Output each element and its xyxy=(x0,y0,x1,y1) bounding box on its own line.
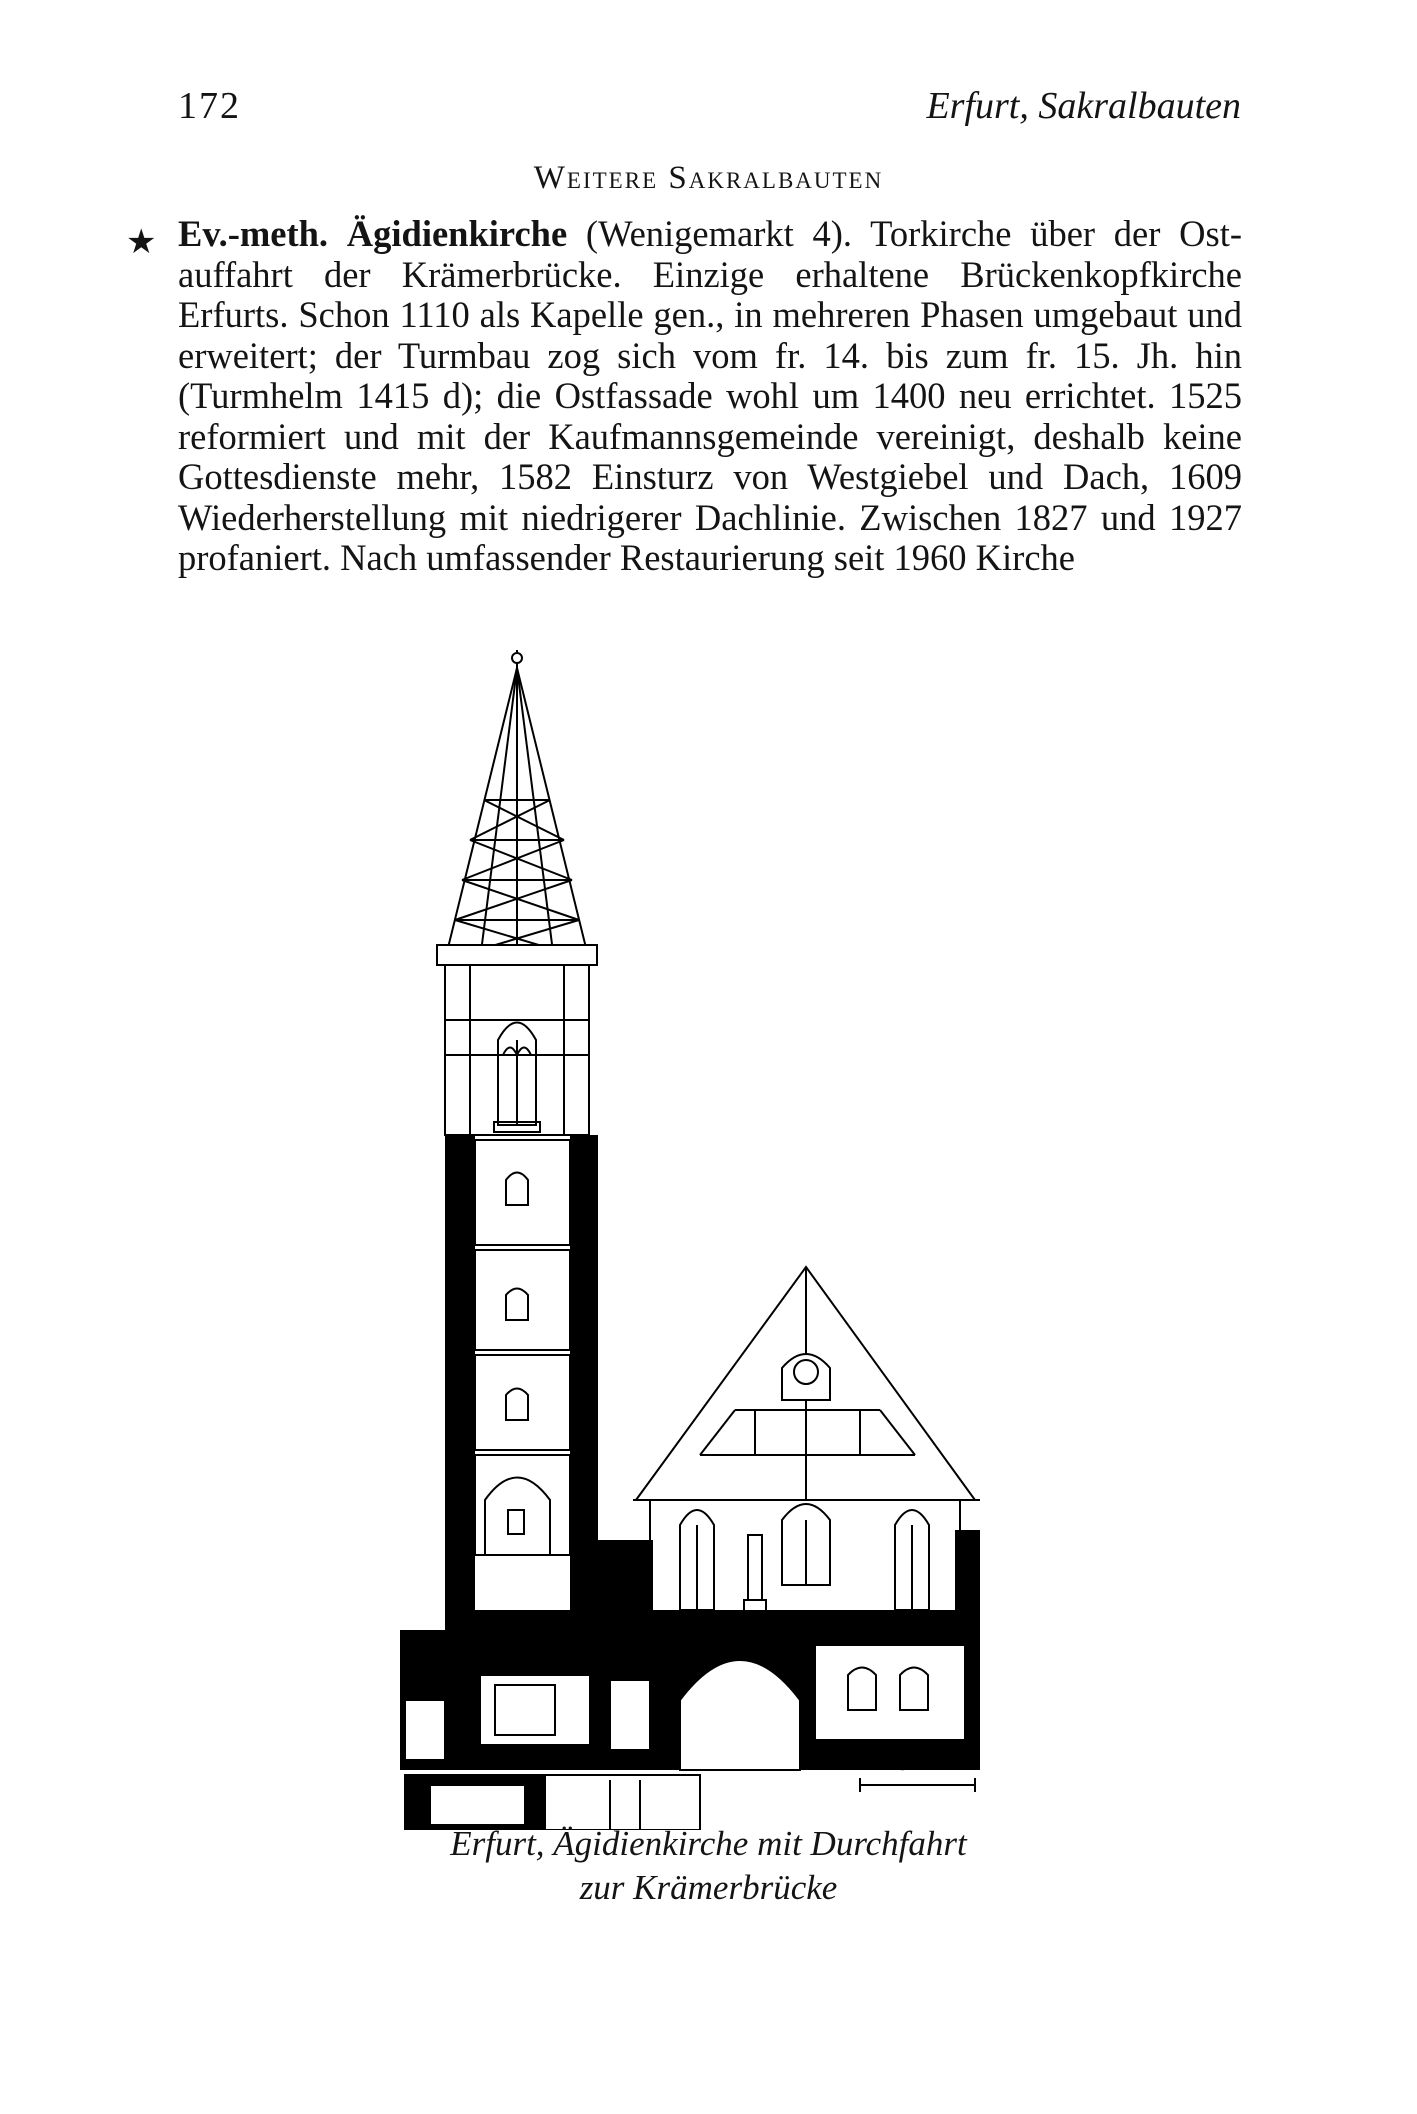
tower-shaft xyxy=(475,1140,570,1555)
entry-text: (Wenigemarkt 4). Torkirche über der Ostauffahrt der Krämerbrücke. Einzige erhaltene Brückenkopfkirche Erfurts. Schon 1110 als Kapelle gen., in mehreren Phasen umgebaut und erweitert; der Turmbau zog sich vom fr. 14. bis zum fr. 15. Jh. hin (Turmhelm 1415 d); die Ostfassade wohl um 1400 neu errichtet. 1525 reformiert und mit der Kaufmannsgemeinde vereinigt, deshalb keine Gottesdienste mehr, 1582 Einsturz von Westgiebel und Dach, 1609 Wiederherstellung mit niedrigerer Dachlinie. Zwischen 1827 und 1927 profaniert. Nach umfassender Restaurierung seit 1960 Kirche xyxy=(178,213,1243,578)
page-number: 172 xyxy=(178,85,241,127)
star-icon: ★ xyxy=(126,222,157,262)
entry-name: Ev.-meth. Ägidienkirche xyxy=(178,213,568,254)
tower-wall-left xyxy=(445,1135,475,1665)
running-head: Erfurt, Sakralbauten xyxy=(926,85,1241,127)
floor-slab xyxy=(445,1610,980,1630)
nave-facade xyxy=(650,1500,960,1615)
figure-caption xyxy=(0,1822,1417,1910)
scale-label: 5 m xyxy=(895,1746,939,1776)
tower-spire xyxy=(445,650,589,960)
caption-line-1: Erfurt, Ägidienkirche mit Durchfahrt xyxy=(450,1824,967,1863)
section-heading: Weitere Sakralbauten xyxy=(533,160,884,196)
church-elevation-drawing xyxy=(400,650,1000,1830)
caption-line-2: zur Krämerbrücke xyxy=(579,1868,838,1907)
scale-bar xyxy=(860,1778,975,1792)
entry-paragraph xyxy=(178,214,1242,579)
tower-wall-right xyxy=(570,1135,598,1665)
nave-gable xyxy=(633,1267,980,1500)
tower-belfry xyxy=(437,945,597,1135)
